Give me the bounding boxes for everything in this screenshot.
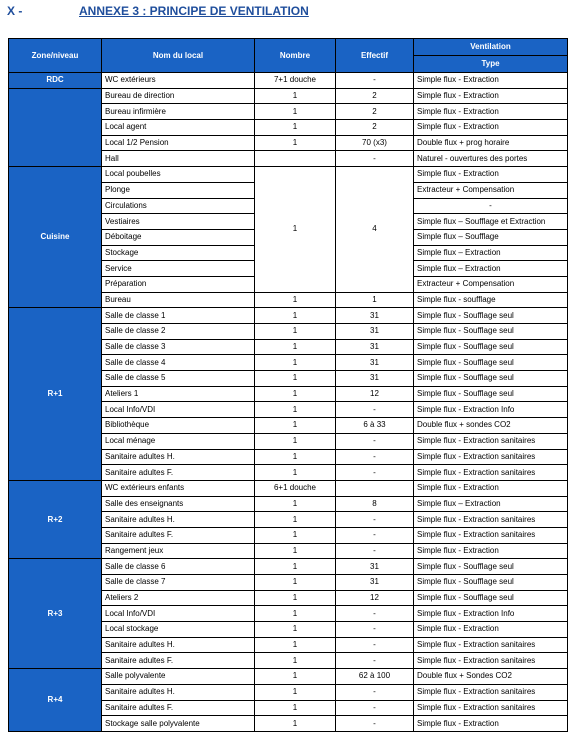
ventilation-type-cell: Simple flux - Soufflage seul [414, 308, 568, 324]
local-cell: Stockage salle polyvalente [102, 716, 255, 732]
effectif-cell: 2 [336, 120, 414, 136]
ventilation-type-cell: Naturel - ouvertures des portes [414, 151, 568, 167]
annex-title: ANNEXE 3 : PRINCIPE DE VENTILATION [79, 4, 309, 18]
ventilation-type-cell: Simple flux - Soufflage seul [414, 355, 568, 371]
section-number: X - [7, 4, 23, 18]
ventilation-type-cell: Simple flux - Extraction Info [414, 402, 568, 418]
local-cell: Bureau infirmière [102, 104, 255, 120]
nombre-cell: 1 [255, 449, 336, 465]
effectif-cell: - [336, 527, 414, 543]
zone-cell: R+4 [9, 669, 102, 732]
effectif-cell: 62 à 100 [336, 669, 414, 685]
local-cell: Bureau de direction [102, 88, 255, 104]
effectif-cell: - [336, 700, 414, 716]
effectif-cell: 31 [336, 575, 414, 591]
table-row [9, 559, 568, 575]
effectif-cell: - [336, 684, 414, 700]
effectif-cell: 4 [336, 167, 414, 293]
local-cell: Sanitaire adultes H. [102, 684, 255, 700]
nombre-cell: 1 [255, 716, 336, 732]
nombre-cell: 1 [255, 606, 336, 622]
local-cell: Salle polyvalente [102, 669, 255, 685]
table-body [9, 73, 568, 732]
ventilation-type-cell: Simple flux - Extraction [414, 622, 568, 638]
ventilation-type-cell: Simple flux - Extraction sanitaires [414, 637, 568, 653]
nombre-cell: 1 [255, 575, 336, 591]
nombre-cell: 1 [255, 386, 336, 402]
effectif-cell: 12 [336, 590, 414, 606]
nombre-cell: 1 [255, 622, 336, 638]
nombre-cell: 1 [255, 637, 336, 653]
nombre-cell: 1 [255, 684, 336, 700]
local-cell: Bibliothèque [102, 418, 255, 434]
effectif-cell: - [336, 512, 414, 528]
nombre-cell: 1 [255, 496, 336, 512]
effectif-cell: - [336, 433, 414, 449]
local-cell: Local Info/VDI [102, 606, 255, 622]
effectif-cell: - [336, 653, 414, 669]
nombre-cell: 1 [255, 590, 336, 606]
ventilation-type-cell: Simple flux - Extraction sanitaires [414, 527, 568, 543]
nombre-cell: 1 [255, 418, 336, 434]
effectif-cell: - [336, 465, 414, 481]
effectif-cell: - [336, 449, 414, 465]
ventilation-type-cell: Double flux + Sondes CO2 [414, 669, 568, 685]
ventilation-type-cell: Simple flux - Extraction sanitaires [414, 465, 568, 481]
effectif-cell: 12 [336, 386, 414, 402]
effectif-cell: 2 [336, 104, 414, 120]
local-cell: Plonge [102, 182, 255, 198]
local-cell: Salle de classe 7 [102, 575, 255, 591]
effectif-cell: - [336, 622, 414, 638]
ventilation-type-cell: Extracteur + Compensation [414, 276, 568, 292]
nombre-cell: 1 [255, 120, 336, 136]
ventilation-type-cell: Simple flux - soufflage [414, 292, 568, 308]
zone-cell: Cuisine [9, 167, 102, 308]
ventilation-type-cell: - [414, 198, 568, 214]
ventilation-type-cell: Simple flux - Soufflage seul [414, 339, 568, 355]
ventilation-type-cell: Simple flux - Extraction [414, 167, 568, 183]
header-local: Nom du local [102, 39, 255, 73]
local-cell: Ateliers 1 [102, 386, 255, 402]
ventilation-type-cell: Simple flux - Extraction [414, 120, 568, 136]
ventilation-type-cell: Simple flux - Extraction [414, 104, 568, 120]
ventilation-type-cell: Simple flux - Soufflage seul [414, 324, 568, 340]
table-row [9, 669, 568, 685]
nombre-cell: 1 [255, 167, 336, 293]
ventilation-type-cell: Simple flux - Extraction Info [414, 606, 568, 622]
ventilation-type-cell: Simple flux - Soufflage seul [414, 371, 568, 387]
effectif-cell: 31 [336, 339, 414, 355]
local-cell: Hall [102, 151, 255, 167]
local-cell: Salle de classe 6 [102, 559, 255, 575]
header-ventilation: Ventilation [414, 39, 568, 56]
local-cell: Sanitaire adultes H. [102, 512, 255, 528]
local-cell: Rangement jeux [102, 543, 255, 559]
ventilation-type-cell: Simple flux - Soufflage seul [414, 575, 568, 591]
ventilation-type-cell: Simple flux - Extraction [414, 716, 568, 732]
local-cell: Sanitaire adultes H. [102, 637, 255, 653]
nombre-cell: 1 [255, 543, 336, 559]
effectif-cell: 31 [336, 324, 414, 340]
nombre-cell: 1 [255, 465, 336, 481]
local-cell: Local poubelles [102, 167, 255, 183]
local-cell: Sanitaire adultes F. [102, 527, 255, 543]
nombre-cell: 1 [255, 88, 336, 104]
local-cell: Sanitaire adultes H. [102, 449, 255, 465]
nombre-cell: 1 [255, 559, 336, 575]
nombre-cell: 1 [255, 700, 336, 716]
header-type: Type [414, 56, 568, 73]
ventilation-type-cell: Simple flux – Soufflage [414, 229, 568, 245]
ventilation-type-cell: Simple flux - Extraction sanitaires [414, 700, 568, 716]
local-cell: Salle de classe 2 [102, 324, 255, 340]
nombre-cell [255, 151, 336, 167]
local-cell: Bureau [102, 292, 255, 308]
effectif-cell: - [336, 151, 414, 167]
local-cell: Circulations [102, 198, 255, 214]
effectif-cell: 1 [336, 292, 414, 308]
table-row [9, 480, 568, 496]
nombre-cell: 1 [255, 527, 336, 543]
nombre-cell: 1 [255, 292, 336, 308]
table-row [9, 88, 568, 104]
ventilation-type-cell: Simple flux - Extraction [414, 73, 568, 89]
ventilation-type-cell: Double flux + sondes CO2 [414, 418, 568, 434]
effectif-cell: - [336, 716, 414, 732]
nombre-cell: 7+1 douche [255, 73, 336, 89]
ventilation-type-cell: Simple flux - Extraction sanitaires [414, 512, 568, 528]
effectif-cell: - [336, 73, 414, 89]
local-cell: Sanitaire adultes F. [102, 700, 255, 716]
zone-cell: R+2 [9, 480, 102, 558]
effectif-cell: 2 [336, 88, 414, 104]
effectif-cell: 31 [336, 559, 414, 575]
ventilation-type-cell: Simple flux - Extraction sanitaires [414, 449, 568, 465]
table-row [9, 308, 568, 324]
local-cell: WC extérieurs enfants [102, 480, 255, 496]
nombre-cell: 1 [255, 324, 336, 340]
ventilation-type-cell: Simple flux – Extraction [414, 496, 568, 512]
local-cell: Local 1/2 Pension [102, 135, 255, 151]
header-effectif: Effectif [336, 39, 414, 73]
zone-cell: RDC [9, 73, 102, 89]
ventilation-type-cell: Simple flux - Soufflage seul [414, 386, 568, 402]
nombre-cell: 1 [255, 669, 336, 685]
effectif-cell: 31 [336, 308, 414, 324]
local-cell: Salle des enseignants [102, 496, 255, 512]
effectif-cell: - [336, 606, 414, 622]
local-cell: WC extérieurs [102, 73, 255, 89]
local-cell: Ateliers 2 [102, 590, 255, 606]
ventilation-type-cell: Extracteur + Compensation [414, 182, 568, 198]
local-cell: Local agent [102, 120, 255, 136]
nombre-cell: 1 [255, 135, 336, 151]
ventilation-type-cell: Simple flux – Extraction [414, 245, 568, 261]
local-cell: Préparation [102, 276, 255, 292]
local-cell: Local Info/VDI [102, 402, 255, 418]
local-cell: Local ménage [102, 433, 255, 449]
ventilation-type-cell: Simple flux - Soufflage seul [414, 559, 568, 575]
effectif-cell: - [336, 637, 414, 653]
local-cell: Local stockage [102, 622, 255, 638]
local-cell: Sanitaire adultes F. [102, 653, 255, 669]
effectif-cell: - [336, 402, 414, 418]
effectif-cell: - [336, 543, 414, 559]
nombre-cell: 1 [255, 308, 336, 324]
nombre-cell: 1 [255, 355, 336, 371]
nombre-cell: 1 [255, 653, 336, 669]
ventilation-type-cell: Simple flux - Extraction [414, 543, 568, 559]
ventilation-type-cell: Simple flux - Extraction sanitaires [414, 684, 568, 700]
nombre-cell: 1 [255, 402, 336, 418]
zone-cell: R+1 [9, 308, 102, 481]
ventilation-type-cell: Simple flux - Extraction [414, 88, 568, 104]
ventilation-type-cell: Double flux + prog horaire [414, 135, 568, 151]
nombre-cell: 1 [255, 371, 336, 387]
effectif-cell: 31 [336, 355, 414, 371]
ventilation-table [8, 38, 568, 732]
ventilation-type-cell: Simple flux - Soufflage seul [414, 590, 568, 606]
annex-heading [7, 4, 567, 22]
nombre-cell: 1 [255, 433, 336, 449]
zone-cell: R+3 [9, 559, 102, 669]
nombre-cell: 1 [255, 512, 336, 528]
nombre-cell: 1 [255, 339, 336, 355]
effectif-cell: 31 [336, 371, 414, 387]
local-cell: Salle de classe 5 [102, 371, 255, 387]
local-cell: Vestiaires [102, 214, 255, 230]
effectif-cell [336, 480, 414, 496]
local-cell: Salle de classe 1 [102, 308, 255, 324]
local-cell: Déboitage [102, 229, 255, 245]
local-cell: Service [102, 261, 255, 277]
table-row [9, 73, 568, 89]
ventilation-type-cell: Simple flux - Extraction [414, 480, 568, 496]
ventilation-type-cell: Simple flux - Extraction sanitaires [414, 653, 568, 669]
local-cell: Salle de classe 3 [102, 339, 255, 355]
header-zone: Zone/niveau [9, 39, 102, 73]
effectif-cell: 8 [336, 496, 414, 512]
local-cell: Stockage [102, 245, 255, 261]
table-row [9, 167, 568, 183]
effectif-cell: 70 (x3) [336, 135, 414, 151]
nombre-cell: 1 [255, 104, 336, 120]
header-nombre: Nombre [255, 39, 336, 73]
effectif-cell: 6 à 33 [336, 418, 414, 434]
nombre-cell: 6+1 douche [255, 480, 336, 496]
ventilation-type-cell: Simple flux - Extraction sanitaires [414, 433, 568, 449]
ventilation-type-cell: Simple flux – Extraction [414, 261, 568, 277]
local-cell: Sanitaire adultes F. [102, 465, 255, 481]
local-cell: Salle de classe 4 [102, 355, 255, 371]
zone-cell [9, 88, 102, 166]
ventilation-type-cell: Simple flux – Soufflage et Extraction [414, 214, 568, 230]
